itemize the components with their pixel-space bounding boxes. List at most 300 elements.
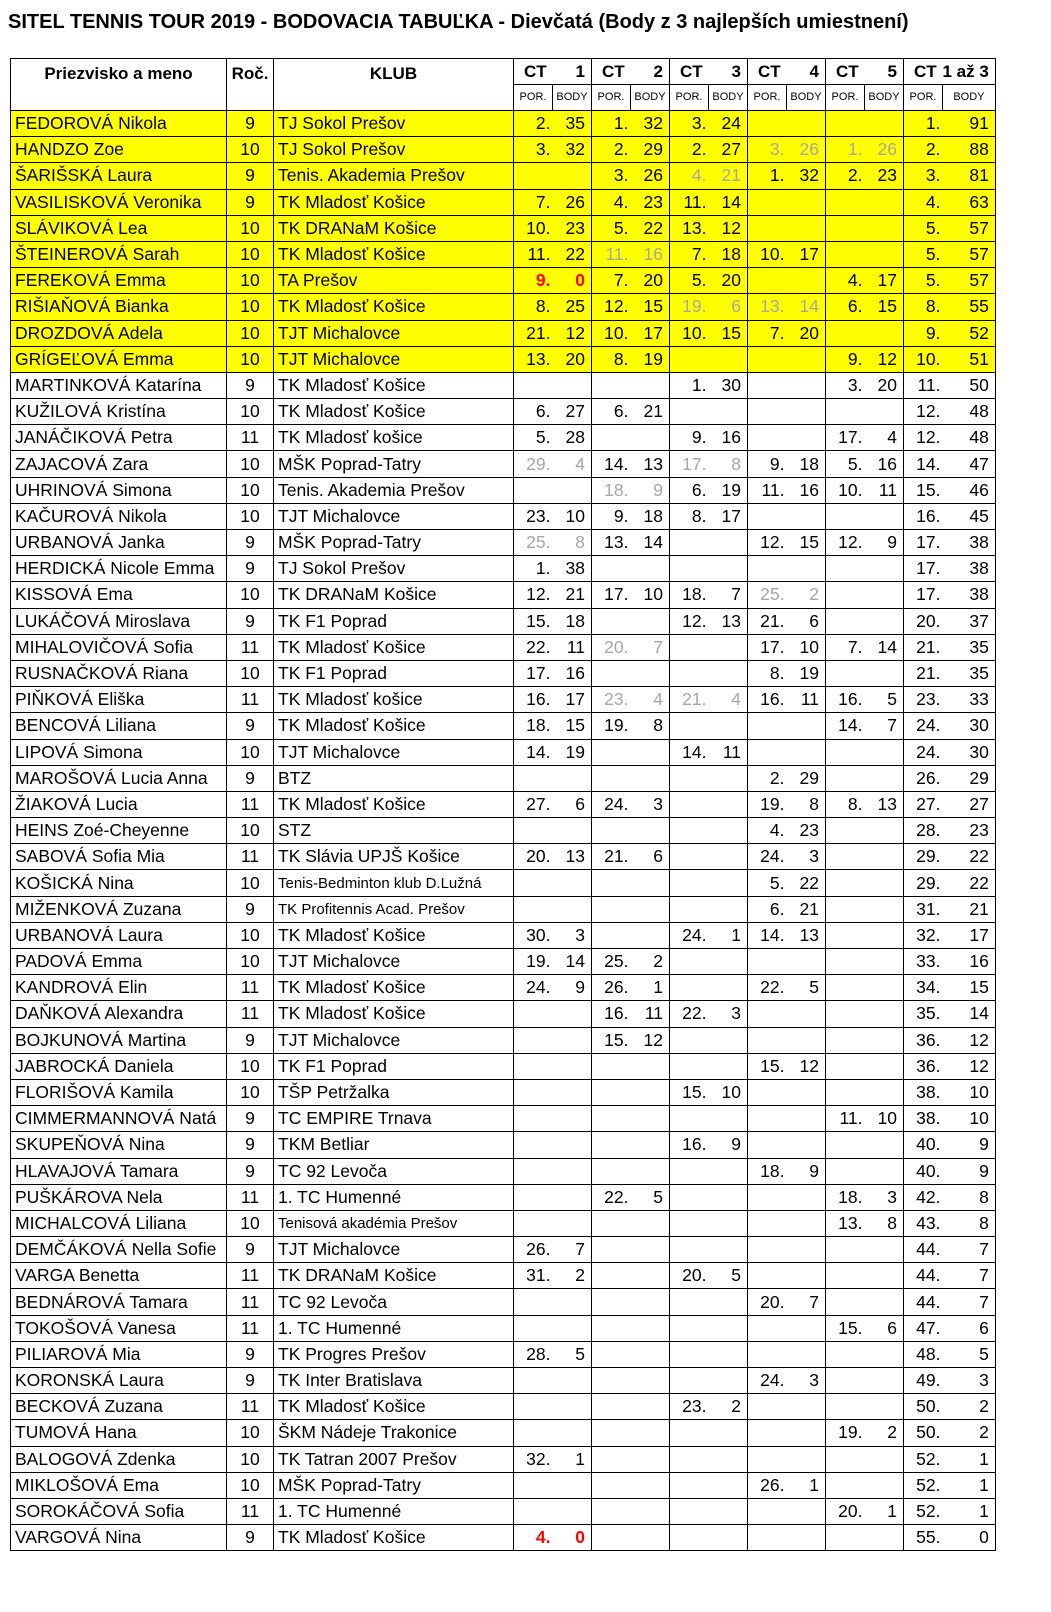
player-name: SLÁVIKOVÁ Lea [11,215,227,241]
tournament-5-position [826,765,865,791]
tournament-3-points [709,1053,748,1079]
club-name: 1. TC Humenné [274,1184,514,1210]
tournament-2-position [592,1053,631,1079]
tournament-1-position [514,1184,553,1210]
tournament-3-points [709,660,748,686]
total-position: 9. [904,320,943,346]
total-points: 7 [943,1237,996,1263]
tournament-5-position [826,1368,865,1394]
total-points: 15 [943,975,996,1001]
tournament-5-points [865,556,904,582]
tournament-1-position: 9. [514,268,553,294]
player-name: MAROŠOVÁ Lucia Anna [11,765,227,791]
tournament-4-points [787,1263,826,1289]
tournament-5-position [826,241,865,267]
tournament-3-position [670,1315,709,1341]
tournament-4-points [787,1498,826,1524]
tournament-1-points: 4 [553,451,592,477]
tournament-1-points: 16 [553,660,592,686]
tournament-2-position [592,1210,631,1236]
total-position: 21. [904,660,943,686]
total-points: 12 [943,1027,996,1053]
tournament-5-position [826,399,865,425]
player-name: SKUPEŇOVÁ Nina [11,1132,227,1158]
tournament-1-position: 16. [514,687,553,713]
tournament-3-points: 8 [709,451,748,477]
total-position: 33. [904,949,943,975]
tournament-4-position: 22. [748,975,787,1001]
total-points: 55 [943,294,996,320]
tournament-5-points: 14 [865,634,904,660]
player-name: VARGA Benetta [11,1263,227,1289]
tournament-3-position [670,1498,709,1524]
club-name: TK Mladosť Košice [274,1525,514,1551]
tournament-5-points [865,818,904,844]
player-name: LIPOVÁ Simona [11,739,227,765]
tournament-3-position [670,556,709,582]
tournament-3-position [670,844,709,870]
tournament-4-points: 7 [787,1289,826,1315]
tournament-4-points: 1 [787,1472,826,1498]
player-name: MICHALCOVÁ Liliana [11,1210,227,1236]
tournament-1-position [514,818,553,844]
tournament-1-points [553,163,592,189]
tournament-5-points [865,922,904,948]
header-tournament-1: 1 [553,59,592,85]
tournament-2-points [631,1446,670,1472]
club-name: TK DRANaM Košice [274,582,514,608]
tournament-3-position [670,1525,709,1551]
tournament-3-points: 7 [709,582,748,608]
tournament-4-points [787,1525,826,1551]
tournament-3-position: 5. [670,268,709,294]
club-name: TJT Michalovce [274,503,514,529]
tournament-2-points [631,818,670,844]
tournament-5-points [865,765,904,791]
tournament-5-points [865,896,904,922]
total-points: 10 [943,1079,996,1105]
header-row [11,59,996,85]
player-name: RUSNAČKOVÁ Riana [11,660,227,686]
table-row [11,1237,996,1263]
tournament-1-points: 15 [553,713,592,739]
tournament-3-position [670,1368,709,1394]
tournament-2-points: 4 [631,687,670,713]
total-points: 52 [943,320,996,346]
tournament-4-position [748,713,787,739]
tournament-3-position: 17. [670,451,709,477]
club-name: TK Profitennis Acad. Prešov [274,896,514,922]
player-name: PILIAROVÁ Mia [11,1341,227,1367]
tournament-4-points: 22 [787,870,826,896]
tournament-1-points: 5 [553,1341,592,1367]
tournament-2-points: 12 [631,1027,670,1053]
tournament-2-position [592,870,631,896]
tournament-4-position: 25. [748,582,787,608]
birth-year: 11 [227,1315,274,1341]
player-name: MIŽENKOVÁ Zuzana [11,896,227,922]
player-name: VASILISKOVÁ Veronika [11,189,227,215]
tournament-4-position: 17. [748,634,787,660]
birth-year: 10 [227,739,274,765]
tournament-3-points [709,1184,748,1210]
tournament-2-position: 23. [592,687,631,713]
total-position: 12. [904,425,943,451]
tournament-2-points [631,1525,670,1551]
tournament-2-points [631,739,670,765]
tournament-3-position [670,818,709,844]
club-name: TK Mladosť Košice [274,1001,514,1027]
total-position: 17. [904,582,943,608]
total-points: 0 [943,1525,996,1551]
tournament-1-points: 0 [553,1525,592,1551]
total-position: 26. [904,765,943,791]
player-name: BALOGOVÁ Zdenka [11,1446,227,1472]
total-points: 8 [943,1210,996,1236]
header-ct-1: CT [514,59,553,85]
table-row [11,189,996,215]
tournament-1-points: 6 [553,791,592,817]
header-por-1: POR. [514,85,553,111]
tournament-2-points: 23 [631,189,670,215]
tournament-4-points: 26 [787,137,826,163]
birth-year: 9 [227,372,274,398]
total-position: 12. [904,399,943,425]
tournament-2-points: 5 [631,1184,670,1210]
total-points: 63 [943,189,996,215]
birth-year: 10 [227,949,274,975]
table-row [11,1341,996,1367]
tournament-1-position: 30. [514,922,553,948]
total-position: 52. [904,1498,943,1524]
club-name: TK Mladosť Košice [274,634,514,660]
table-row [11,477,996,503]
tournament-5-points: 11 [865,477,904,503]
tournament-2-position: 3. [592,163,631,189]
club-name: TK Mladosť Košice [274,241,514,267]
birth-year: 10 [227,1079,274,1105]
tournament-3-position: 2. [670,137,709,163]
header-tournament-5: 5 [865,59,904,85]
tournament-2-points: 10 [631,582,670,608]
tournament-3-position: 24. [670,922,709,948]
tournament-2-position [592,739,631,765]
table-row [11,1525,996,1551]
tournament-1-position: 8. [514,294,553,320]
tournament-4-points: 16 [787,477,826,503]
tournament-1-position: 32. [514,1446,553,1472]
table-row [11,1289,996,1315]
tournament-3-position: 19. [670,294,709,320]
total-position: 14. [904,451,943,477]
tournament-2-points: 32 [631,111,670,137]
tournament-1-points [553,765,592,791]
total-points: 2 [943,1420,996,1446]
tournament-3-points [709,399,748,425]
tournament-3-points: 4 [709,687,748,713]
tournament-1-position: 18. [514,713,553,739]
tournament-1-points [553,1184,592,1210]
tournament-4-position [748,556,787,582]
table-row [11,451,996,477]
tournament-1-points [553,870,592,896]
tournament-5-points [865,1394,904,1420]
tournament-2-points [631,1237,670,1263]
tournament-3-position: 22. [670,1001,709,1027]
club-name: 1. TC Humenné [274,1498,514,1524]
table-row [11,163,996,189]
tournament-1-position [514,1132,553,1158]
tournament-1-position [514,765,553,791]
tournament-5-position [826,111,865,137]
tournament-1-points: 35 [553,111,592,137]
tournament-2-position: 8. [592,346,631,372]
player-name: ŠARIŠSKÁ Laura [11,163,227,189]
tournament-4-points [787,425,826,451]
tournament-1-points: 7 [553,1237,592,1263]
club-name: TK Mladosť Košice [274,399,514,425]
player-name: KOŠICKÁ Nina [11,870,227,896]
tournament-2-points: 26 [631,163,670,189]
tournament-1-position: 25. [514,530,553,556]
tournament-2-points: 15 [631,294,670,320]
tournament-5-position: 7. [826,634,865,660]
tournament-1-points [553,1079,592,1105]
total-points: 2 [943,1394,996,1420]
player-name: PADOVÁ Emma [11,949,227,975]
tournament-4-points: 32 [787,163,826,189]
tournament-4-points: 19 [787,660,826,686]
tournament-4-points [787,1106,826,1132]
tournament-4-points: 21 [787,896,826,922]
tournament-5-position [826,896,865,922]
tournament-2-position [592,765,631,791]
tournament-2-position [592,1132,631,1158]
total-points: 14 [943,1001,996,1027]
tournament-3-points: 30 [709,372,748,398]
tournament-4-points [787,1394,826,1420]
tournament-4-position [748,1237,787,1263]
tournament-5-position: 8. [826,791,865,817]
total-points: 22 [943,844,996,870]
birth-year: 10 [227,346,274,372]
ranking-body [11,111,996,1551]
table-row [11,294,996,320]
total-points: 48 [943,399,996,425]
birth-year: 11 [227,1498,274,1524]
tournament-1-points: 23 [553,215,592,241]
tournament-2-position: 19. [592,713,631,739]
total-position: 35. [904,1001,943,1027]
club-name: BTZ [274,765,514,791]
tournament-3-points [709,530,748,556]
tournament-3-position: 20. [670,1263,709,1289]
total-points: 16 [943,949,996,975]
tournament-2-position [592,608,631,634]
tournament-5-points [865,660,904,686]
tournament-4-points [787,346,826,372]
tournament-1-position: 12. [514,582,553,608]
table-row [11,1053,996,1079]
tournament-1-position [514,1158,553,1184]
total-points: 38 [943,582,996,608]
tournament-2-position [592,1315,631,1341]
birth-year: 11 [227,791,274,817]
club-name: TK Mladosť Košice [274,713,514,739]
tournament-4-position: 18. [748,1158,787,1184]
tournament-5-position: 9. [826,346,865,372]
tournament-2-position [592,660,631,686]
tournament-3-points: 5 [709,1263,748,1289]
club-name: TC 92 Levoča [274,1289,514,1315]
header-ct-total: CT [904,59,943,85]
birth-year: 11 [227,634,274,660]
tournament-1-points [553,1420,592,1446]
total-position: 40. [904,1158,943,1184]
table-row [11,1132,996,1158]
tournament-4-points [787,1237,826,1263]
club-name: MŠK Poprad-Tatry [274,530,514,556]
birth-year: 9 [227,163,274,189]
total-points: 7 [943,1289,996,1315]
header-club: KLUB [274,59,514,111]
tournament-4-position: 19. [748,791,787,817]
tournament-3-points: 2 [709,1394,748,1420]
club-name: TK Slávia UPJŠ Košice [274,844,514,870]
tournament-5-points: 13 [865,791,904,817]
birth-year: 9 [227,189,274,215]
birth-year: 9 [227,1132,274,1158]
tournament-3-position: 6. [670,477,709,503]
header-body-2: BODY [631,85,670,111]
tournament-5-points: 12 [865,346,904,372]
tournament-2-position [592,1237,631,1263]
tournament-1-position [514,1001,553,1027]
tournament-4-position [748,425,787,451]
player-name: URBANOVÁ Laura [11,922,227,948]
table-row [11,791,996,817]
tournament-1-points [553,1001,592,1027]
birth-year: 11 [227,1289,274,1315]
tournament-4-position: 6. [748,896,787,922]
tournament-4-points: 20 [787,320,826,346]
tournament-1-points: 17 [553,687,592,713]
table-row [11,1498,996,1524]
tournament-4-points: 5 [787,975,826,1001]
tournament-1-points [553,1498,592,1524]
tournament-4-points [787,1446,826,1472]
header-por-2: POR. [592,85,631,111]
total-points: 12 [943,1053,996,1079]
club-name: TK Mladosť Košice [274,791,514,817]
birth-year: 9 [227,530,274,556]
tournament-4-points: 13 [787,922,826,948]
tournament-2-points: 16 [631,241,670,267]
player-name: BENCOVÁ Liliana [11,713,227,739]
tournament-3-position: 21. [670,687,709,713]
header-name: Priezvisko a meno [11,59,227,111]
birth-year: 10 [227,1210,274,1236]
tournament-2-position: 4. [592,189,631,215]
tournament-3-points [709,975,748,1001]
birth-year: 9 [227,713,274,739]
tournament-1-points [553,1315,592,1341]
ranking-table [10,58,996,1551]
tournament-5-points: 17 [865,268,904,294]
tournament-3-points [709,556,748,582]
tournament-4-points [787,1210,826,1236]
tournament-4-points: 6 [787,608,826,634]
tournament-5-position [826,660,865,686]
total-position: 24. [904,739,943,765]
tournament-5-points [865,582,904,608]
tournament-4-points [787,713,826,739]
tournament-3-points: 1 [709,922,748,948]
tournament-3-position: 7. [670,241,709,267]
tournament-3-points [709,346,748,372]
tournament-1-position [514,1420,553,1446]
tournament-3-position [670,975,709,1001]
player-name: CIMMERMANNOVÁ Natá [11,1106,227,1132]
tournament-4-points: 18 [787,451,826,477]
total-position: 15. [904,477,943,503]
tournament-3-points: 6 [709,294,748,320]
tournament-4-points [787,1420,826,1446]
tournament-4-points [787,111,826,137]
tournament-5-points [865,111,904,137]
club-name: TJT Michalovce [274,320,514,346]
tournament-4-position [748,399,787,425]
tournament-3-points: 21 [709,163,748,189]
tournament-3-position [670,399,709,425]
tournament-2-points [631,1368,670,1394]
tournament-1-points: 27 [553,399,592,425]
player-name: HERDICKÁ Nicole Emma [11,556,227,582]
tournament-4-points [787,556,826,582]
total-points: 5 [943,1341,996,1367]
tournament-3-position: 12. [670,608,709,634]
tournament-5-points: 7 [865,713,904,739]
tournament-2-position [592,1472,631,1498]
tournament-5-position [826,1079,865,1105]
birth-year: 11 [227,844,274,870]
tournament-2-position: 15. [592,1027,631,1053]
tournament-3-position: 9. [670,425,709,451]
tournament-4-points [787,1341,826,1367]
club-name: TJ Sokol Prešov [274,556,514,582]
tournament-4-position: 8. [748,660,787,686]
tournament-2-points [631,556,670,582]
club-name: Tenis. Akademia Prešov [274,163,514,189]
tournament-2-points: 11 [631,1001,670,1027]
player-name: SABOVÁ Sofia Mia [11,844,227,870]
club-name: TK F1 Poprad [274,660,514,686]
tournament-3-position [670,765,709,791]
tournament-2-points [631,1158,670,1184]
tournament-5-points [865,1341,904,1367]
tournament-5-points [865,1053,904,1079]
club-name: MŠK Poprad-Tatry [274,451,514,477]
tournament-3-position: 13. [670,215,709,241]
tournament-1-points: 28 [553,425,592,451]
tournament-2-points: 7 [631,634,670,660]
tournament-4-position [748,1263,787,1289]
tournament-4-position: 14. [748,922,787,948]
tournament-4-points: 3 [787,1368,826,1394]
tournament-2-position: 25. [592,949,631,975]
total-position: 44. [904,1263,943,1289]
total-position: 38. [904,1079,943,1105]
